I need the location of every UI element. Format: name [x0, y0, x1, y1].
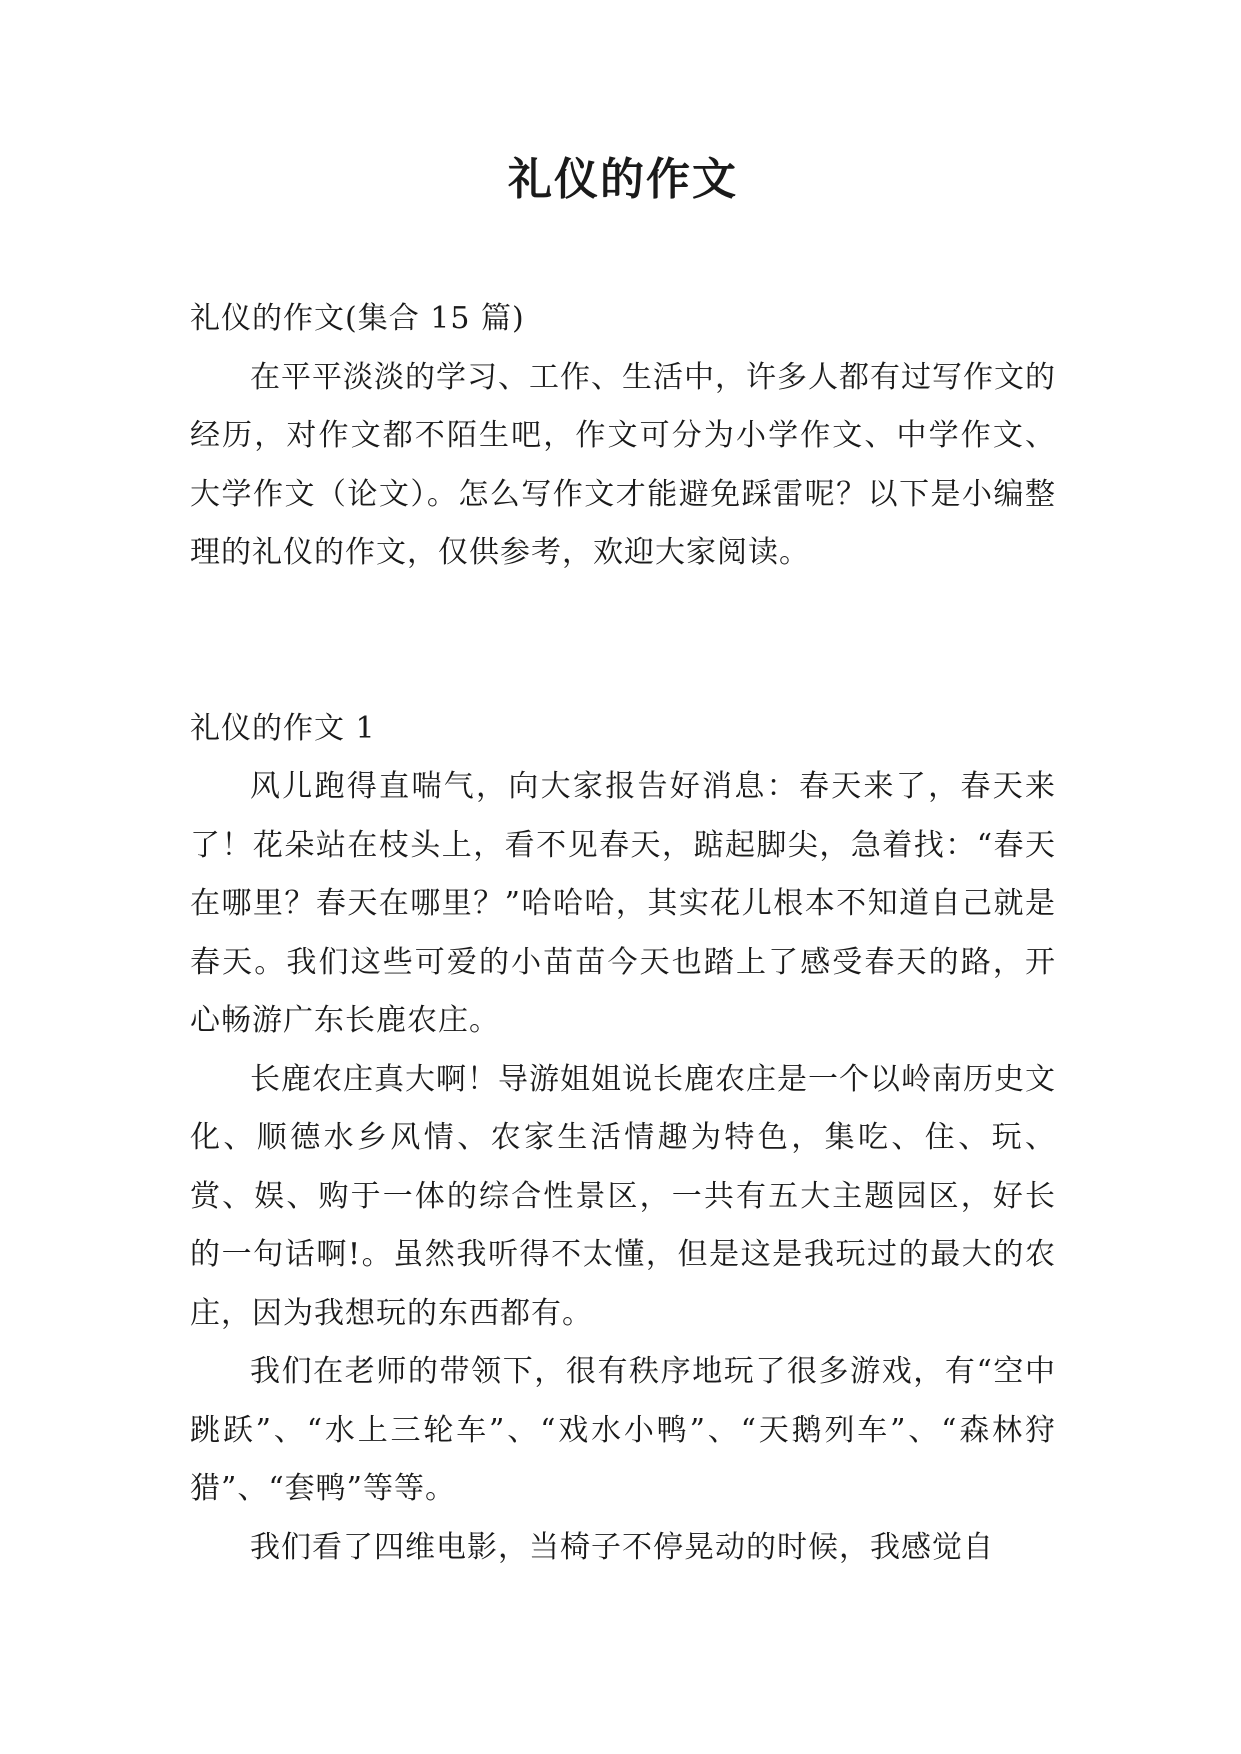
- essay-heading: 礼仪的作文 1: [190, 710, 376, 746]
- essay-paragraph: 长鹿农庄真大啊！导游姐姐说长鹿农庄是一个以岭南历史文化、顺德水乡风情、农家生活情趣为特色，集吃、住、玩、赏、娱、购于一体的综合性景区，一共有五大主题园区，好长的一句话啊!。虽然我听得不太懂，但是这是我玩过的最大的农庄，因为我想玩的东西都有。: [190, 1061, 1056, 1331]
- essay-paragraph: 我们在老师的带领下，很有秩序地玩了很多游戏，有“空中跳跃”、“水上三轮车”、“戏水小鸭”、“天鹅列车”、“森林狩猎”、“套鸭”等等。: [190, 1354, 1056, 1506]
- essay-paragraph: 我们看了四维电影，当椅子不停晃动的时候，我感觉自: [250, 1529, 994, 1565]
- document-title: 礼仪的作文: [508, 154, 738, 205]
- intro-heading: 礼仪的作文(集合 15 篇): [190, 301, 525, 336]
- essay-paragraph: 风儿跑得直喘气，向大家报告好消息：春天来了，春天来了！花朵站在枝头上，看不见春天，踮起脚尖，急着找：“春天在哪里？春天在哪里？”哈哈哈，其实花儿根本不知道自己就是春天。我们这些可爱的小苗苗今天也踏上了感受春天的路，开心畅游广东长鹿农庄。: [190, 769, 1056, 1038]
- document-page: [190, 0, 1056, 1754]
- document-body: [190, 290, 1056, 1577]
- section-spacer: [190, 583, 1056, 700]
- intro-paragraph: 在平平淡淡的学习、工作、生活中，许多人都有过写作文的经历，对作文都不陌生吧，作文可分为小学作文、中学作文、大学作文（论文）。怎么写作文才能避免踩雷呢？以下是小编整理的礼仪的作文，仅供参考，欢迎大家阅读。: [190, 359, 1056, 570]
